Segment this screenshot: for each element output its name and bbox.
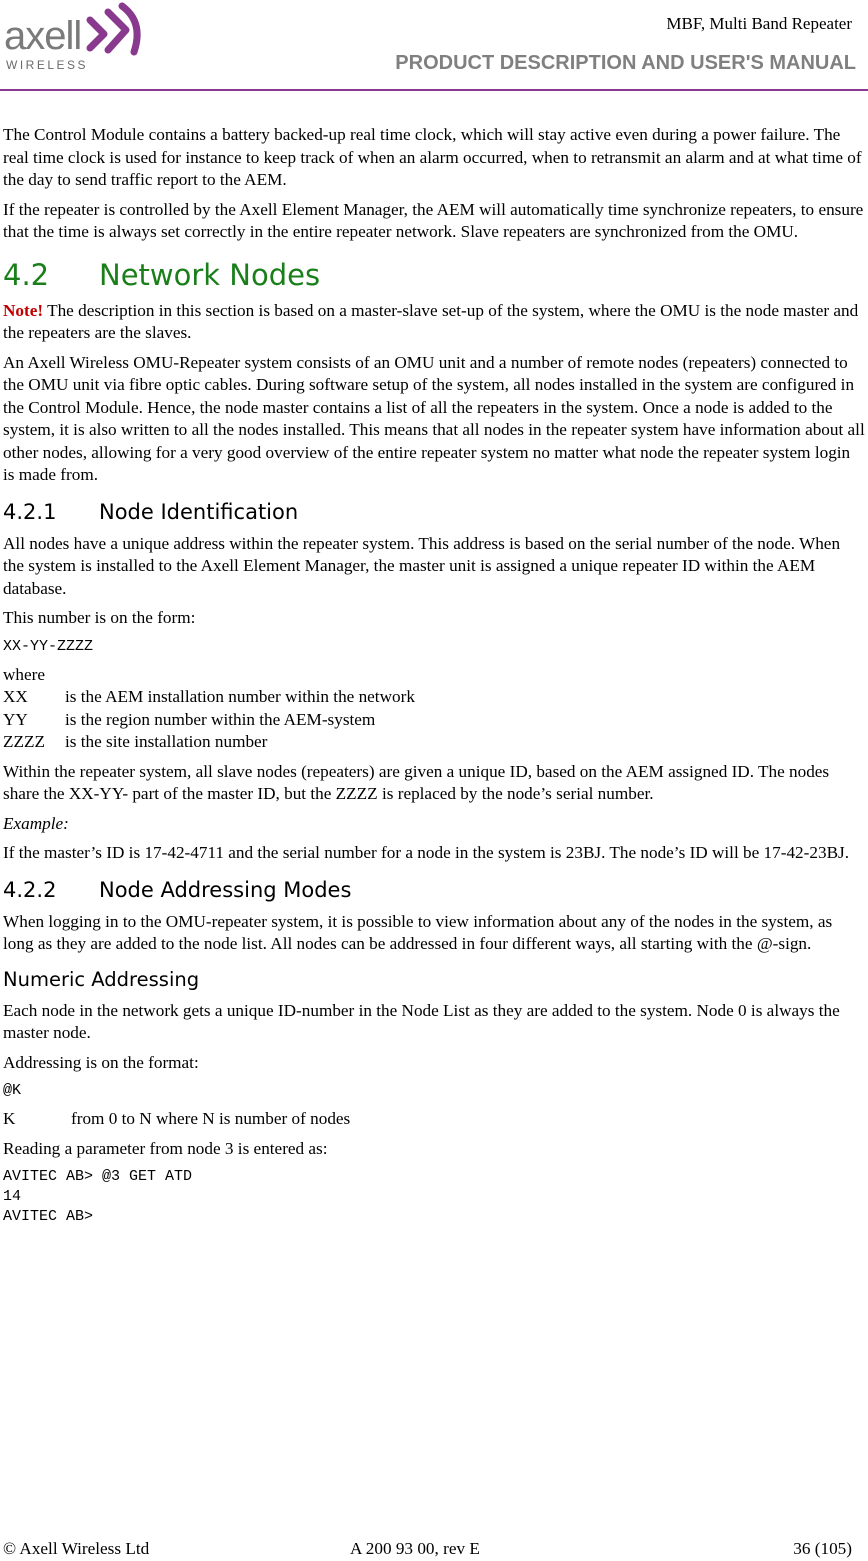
id-format-code: XX-YY-ZZZZ <box>3 637 94 655</box>
address-format-code: @K <box>3 1082 22 1099</box>
example-label: Example: <box>3 813 69 833</box>
definition-term: K <box>3 1109 16 1128</box>
footer-page-number: 36 (105) <box>793 1539 852 1558</box>
example-text: If the master’s ID is 17-42-4711 and the serial number for a node in the system is 23BJ. The node’s ID will be 17-42-23BJ. <box>3 843 850 862</box>
addressing-paragraph-1: When logging in to the OMU-repeater system, it is possible to view information about any of the nodes in the system, as long as they are added to the node list. All nodes can be addressed in four different ways, all starting with the @-sign. <box>3 911 833 953</box>
definition-term: XX <box>3 687 28 706</box>
manual-title: PRODUCT DESCRIPTION AND USER'S MANUAL <box>395 52 856 74</box>
node-id-paragraph-3: Within the repeater system, all slave nodes (repeaters) are given a unique ID, based on the AEM assigned ID. The nodes share the XX-YY- part of the master ID, but the ZZZZ is replaced by the node’s serial number. <box>3 761 830 803</box>
footer-doc-number: A 200 93 00, rev E <box>350 1539 480 1558</box>
section-title: Node Identification <box>99 499 299 524</box>
addressing-paragraph-4: Reading a parameter from node 3 is entered as: <box>3 1138 328 1158</box>
note-label: Note! <box>3 300 44 320</box>
definition-row <box>3 731 865 754</box>
logo-chevrons-icon <box>86 0 146 56</box>
definition-desc: is the AEM installation number within the network <box>65 687 415 706</box>
addressing-paragraph-2: Each node in the network gets a unique ID-number in the Node List as they are added to the system. Node 0 is always the master node. <box>3 1000 840 1042</box>
addressing-paragraph-3: Addressing is on the format: <box>3 1052 199 1072</box>
page-header <box>0 0 868 92</box>
axell-wireless-logo <box>4 0 144 76</box>
section-number: 4.2 <box>3 257 50 292</box>
footer-copyright: © Axell Wireless Ltd <box>3 1539 150 1558</box>
section-title: Network Nodes <box>99 257 321 292</box>
section-number: 4.2.1 <box>3 499 57 524</box>
document-title: MBF, Multi Band Repeater <box>666 14 852 33</box>
where-label: where <box>3 664 45 684</box>
id-format-definitions <box>3 664 865 754</box>
definition-row <box>3 686 865 709</box>
section-heading-4-2-2 <box>3 877 865 903</box>
k-definition-row <box>3 1108 865 1131</box>
section-heading-4-2 <box>3 258 865 292</box>
page-body <box>3 124 865 1234</box>
subsection-heading-numeric-addressing: Numeric Addressing <box>3 967 200 991</box>
definition-term: ZZZZ <box>3 732 45 751</box>
definition-term: YY <box>3 709 28 729</box>
note-paragraph <box>3 300 865 345</box>
logo-wordmark: axell <box>4 14 82 58</box>
network-nodes-paragraph: An Axell Wireless OMU-Repeater system consists of an OMU unit and a number of remote nodes (repeaters) connected to the OMU unit via fibre optic cables. During software setup of the system, all nodes installed in the system are configured in the Control Module. Hence, the node master contains a list of all the repeaters in the system. Once a node is added to the system, it is also written to all the nodes installed. This means that all nodes in the repeater system have information about all other nodes, allowing for a very good overview of the entire repeater system no matter what node the repeater system login is made from. <box>3 352 865 484</box>
logo-subtitle: WIRELESS <box>6 58 89 72</box>
definition-desc: is the region number within the AEM-system <box>65 709 376 729</box>
definition-desc: is the site installation number <box>65 732 268 751</box>
intro-paragraph-1: The Control Module contains a battery backed-up real time clock, which will stay active even during a power failure. The real time clock is used for instance to keep track of when an alarm occurred, when to retransmit an alarm and at what time of the day to send traffic report to the AEM. <box>3 125 862 189</box>
header-divider <box>0 89 868 91</box>
definition-row <box>3 709 865 732</box>
section-number: 4.2.2 <box>3 877 57 902</box>
node-id-paragraph-1: All nodes have a unique address within the repeater system. This address is based on the serial number of the node. When the system is installed to the Axell Element Manager, the master unit is assigned a unique repeater ID within the AEM database. <box>3 533 841 598</box>
intro-paragraph-2: If the repeater is controlled by the Axell Element Manager, the AEM will automatically time synchronize repeaters, to ensure that the time is always set correctly in the entire repeater network. Slave repeaters are synchronized from the OMU. <box>3 199 864 241</box>
command-example-code: AVITEC AB> @3 GET ATD 14 AVITEC AB> <box>3 1168 193 1225</box>
node-id-paragraph-2: This number is on the form: <box>3 608 196 627</box>
section-title: Node Addressing Modes <box>99 877 352 902</box>
definition-desc: from 0 to N where N is number of nodes <box>71 1109 351 1128</box>
note-text: The description in this section is based on a master-slave set-up of the system, where the OMU is the node master and the repeaters are the slaves. <box>3 300 859 342</box>
section-heading-4-2-1 <box>3 499 865 525</box>
